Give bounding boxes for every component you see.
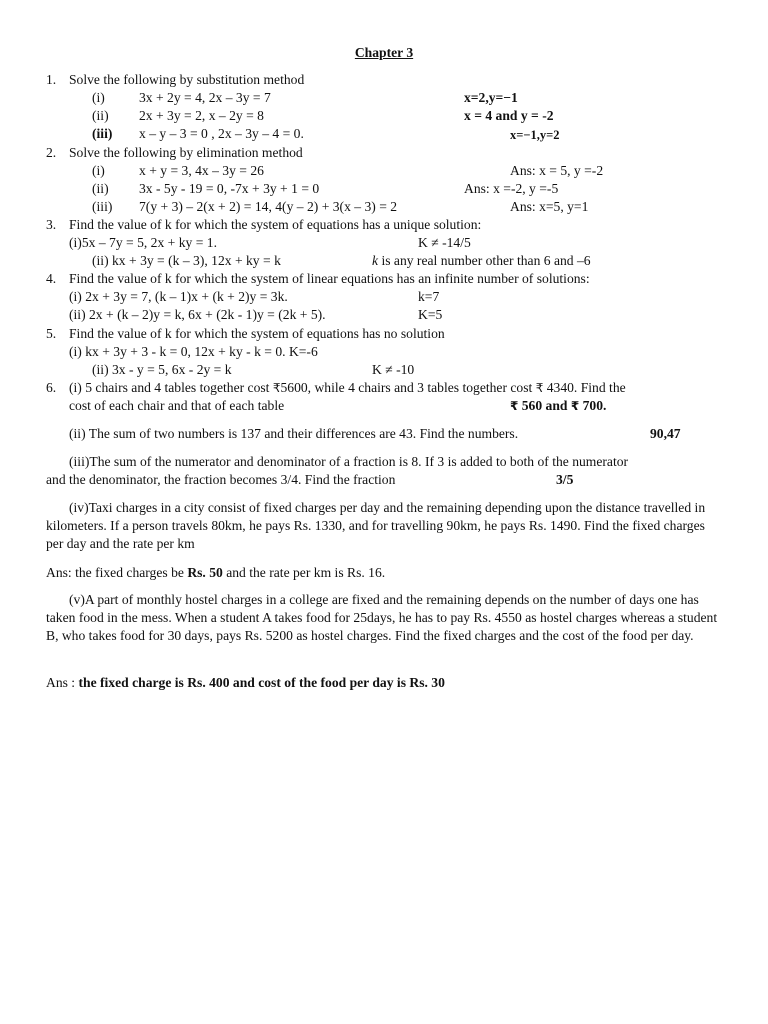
q6-i-text-c: 4340. Find the bbox=[543, 380, 626, 395]
q6-v-answer-b: the fixed charge is Rs. 400 and cost of the food per day is Rs. 30 bbox=[78, 675, 445, 690]
q6-i-text-a: (i) 5 chairs and 4 tables together cost bbox=[69, 380, 273, 395]
q1-text: Solve the following by substitution method bbox=[69, 72, 305, 87]
q2-i-equation: x + y = 3, 4x – 3y = 26 bbox=[139, 163, 264, 178]
q1-iii-equation: x – y – 3 = 0 , 2x – 3y – 4 = 0. bbox=[139, 126, 304, 141]
q2-i-label: (i) bbox=[92, 163, 105, 178]
q6-ii-answer: 90,47 bbox=[650, 426, 681, 441]
q6-i-answer-b: 700. bbox=[579, 398, 607, 413]
q4-number: 4. bbox=[46, 271, 57, 286]
q6-ii-text: (ii) The sum of two numbers is 137 and their differences are 43. Find the numbers. bbox=[69, 426, 519, 441]
q1-ii-equation: 2x + 3y = 2, x – 2y = 8 bbox=[139, 108, 264, 123]
q6-v-text: (v)A part of monthly hostel charges in a college are fixed and the remaining depends on the number of days one has taken food in the mess. When a student A takes food for 25days, he has to pay Rs. 4550 as hostel charges whereas a student B, who takes food for 30 days, pays Rs. 5200 as hostel charges. Find the fixed charges and the cost of the food per day. bbox=[46, 592, 718, 643]
q6-iv-answer bbox=[46, 564, 385, 582]
q5-number: 5. bbox=[46, 326, 57, 341]
q3-text: Find the value of k for which the system of equations has a unique solution: bbox=[69, 217, 482, 232]
q2-ii-answer: Ans: x =-2, y =-5 bbox=[464, 181, 559, 196]
q2-text: Solve the following by elimination method bbox=[69, 145, 303, 160]
q1-ii-label: (ii) bbox=[92, 108, 109, 123]
q6-iv-answer-a: Ans: the fixed charges be bbox=[46, 565, 188, 580]
q4-ii-equation: (ii) 2x + (k – 2)y = k, 6x + (2k - 1)y = (2k + 5). bbox=[69, 307, 326, 322]
q4-i-answer: k=7 bbox=[418, 289, 440, 304]
rupee-symbol: ₹ bbox=[510, 399, 519, 413]
q5-ii-equation: (ii) 3x - y = 5, 6x - 2y = k bbox=[92, 362, 232, 377]
q3-number: 3. bbox=[46, 217, 57, 232]
q6-iii-answer: 3/5 bbox=[556, 472, 574, 487]
rupee-symbol: ₹ bbox=[570, 399, 580, 413]
q6-iv-answer-c: and the rate per km is Rs. 16. bbox=[222, 565, 386, 580]
chapter-title: Chapter 3 bbox=[354, 45, 414, 60]
q1-number: 1. bbox=[46, 72, 57, 87]
q6-i-line2: cost of each chair and that of each table bbox=[69, 398, 285, 413]
q6-iv-text: (iv)Taxi charges in a city consist of fixed charges per day and the remaining depending upon the distance travelled in kilometers. If a person travels 80km, he pays Rs. 1330, and for travelling 90km, he pays Rs. 1490. Find the fixed charges per day and the rate per km bbox=[46, 500, 706, 551]
q1-iii-answer: x=−1,y=2 bbox=[510, 128, 560, 142]
q5-ii-answer: K ≠ -10 bbox=[372, 362, 415, 377]
q4-text: Find the value of k for which the system of linear equations has an infinite number of solutions: bbox=[69, 271, 590, 286]
q2-iii-label: (iii) bbox=[92, 199, 113, 214]
q1-i-label: (i) bbox=[92, 90, 105, 105]
q1-i-answer: x=2,y=−1 bbox=[464, 90, 518, 105]
q2-iii-equation: 7(y + 3) – 2(x + 2) = 14, 4(y – 2) + 3(x – 3) = 2 bbox=[139, 199, 398, 214]
q3-ii-answer-text: is any real number other than 6 and –6 bbox=[378, 253, 591, 268]
q4-i-equation: (i) 2x + 3y = 7, (k – 1)x + (k + 2)y = 3k. bbox=[69, 289, 288, 304]
q6-i-answer-a: 560 and bbox=[518, 398, 571, 413]
q3-ii-answer-k: k bbox=[372, 253, 379, 268]
q6-i-answer bbox=[510, 397, 606, 415]
q3-i-equation: (i)5x – 7y = 5, 2x + ky = 1. bbox=[69, 235, 217, 250]
q6-iii-line2: and the denominator, the fraction becomes 3/4. Find the fraction bbox=[46, 472, 396, 487]
rupee-symbol: ₹ bbox=[535, 381, 544, 395]
q3-ii-equation: (ii) kx + 3y = (k – 3), 12x + ky = k bbox=[92, 253, 281, 268]
q1-iii-label: (iii) bbox=[92, 126, 113, 141]
q3-i-answer: K ≠ -14/5 bbox=[418, 235, 471, 250]
q2-number: 2. bbox=[46, 145, 57, 160]
q6-iv-answer-b: Rs. 50 bbox=[187, 565, 223, 580]
q6-v-answer bbox=[46, 674, 445, 692]
q6-iii-line1: (iii)The sum of the numerator and denominator of a fraction is 8. If 3 is added to both of the numerator bbox=[69, 454, 629, 469]
q3-ii-answer bbox=[372, 252, 591, 270]
q6-number: 6. bbox=[46, 380, 57, 395]
q2-ii-label: (ii) bbox=[92, 181, 109, 196]
q1-i-equation: 3x + 2y = 4, 2x – 3y = 7 bbox=[139, 90, 271, 105]
q6-i-line1 bbox=[69, 379, 626, 397]
q4-ii-answer: K=5 bbox=[418, 307, 443, 322]
q2-iii-answer: Ans: x=5, y=1 bbox=[510, 199, 589, 214]
q6-i-text-b: 5600, while 4 chairs and 3 tables together cost bbox=[280, 380, 536, 395]
q5-text: Find the value of k for which the system of equations has no solution bbox=[69, 326, 445, 341]
rupee-symbol: ₹ bbox=[272, 381, 281, 395]
q1-ii-answer: x = 4 and y = -2 bbox=[464, 108, 554, 123]
q5-i-equation: (i) kx + 3y + 3 - k = 0, 12x + ky - k = 0. K=-6 bbox=[69, 344, 318, 359]
q6-v-answer-a: Ans : bbox=[46, 675, 79, 690]
q2-ii-equation: 3x - 5y - 19 = 0, -7x + 3y + 1 = 0 bbox=[139, 181, 320, 196]
q2-i-answer: Ans: x = 5, y =-2 bbox=[510, 163, 604, 178]
